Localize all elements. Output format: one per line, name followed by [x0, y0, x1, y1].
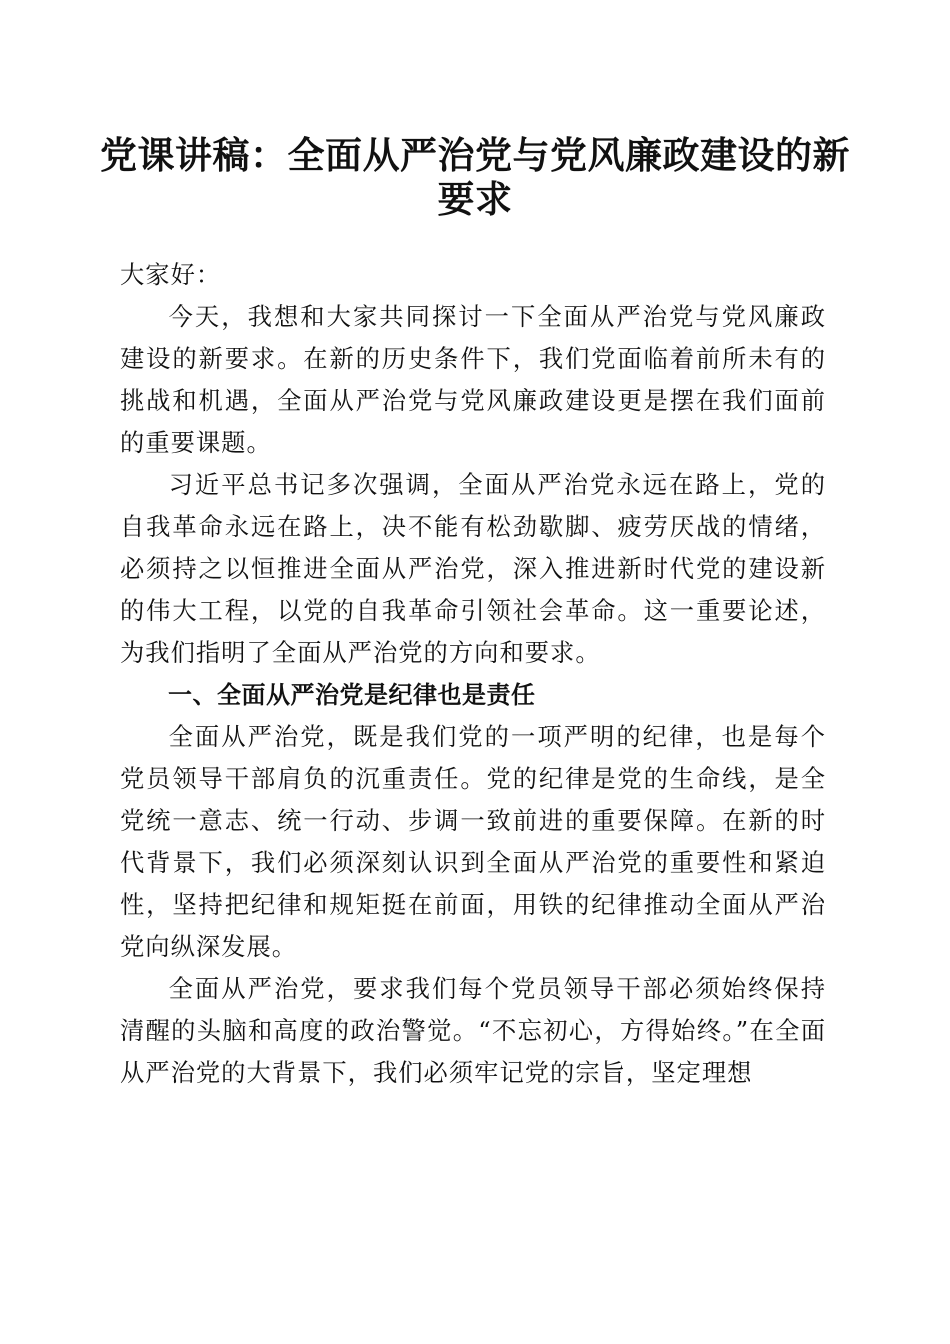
paragraph-quote: 习近平总书记多次强调，全面从严治党永远在路上，党的自我革命永远在路上，决不能有松劲歇脚、疲劳厌战的情绪，必须持之以恒推进全面从严治党，深入推进新时代党的建设新的伟大工程，以党的自我革命引领社会革命。这一重要论述，为我们指明了全面从严治党的方向和要求。: [120, 470, 826, 667]
paragraph-intro: 今天，我想和大家共同探讨一下全面从严治党与党风廉政建设的新要求。在新的历史条件下，我们党面临着前所未有的挑战和机遇，全面从严治党与党风廉政建设更是摆在我们面前的重要课题。: [120, 302, 826, 457]
section-heading-1: 一、全面从严治党是纪律也是责任: [168, 681, 536, 709]
greeting: 大家好：: [120, 260, 222, 289]
section-1-paragraph: 全面从严治党，要求我们每个党员领导干部必须始终保持清醒的头脑和高度的政治警觉。“不忘初心，方得始终。”在全面从严治党的大背景下，我们必须牢记党的宗旨，坚定理想: [120, 974, 826, 1087]
section-1-paragraph: 全面从严治党，既是我们党的一项严明的纪律，也是每个党员领导干部肩负的沉重责任。党的纪律是党的生命线，是全党统一意志、统一行动、步调一致前进的重要保障。在新的时代背景下，我们必须深刻认识到全面从严治党的重要性和紧迫性，坚持把纪律和规矩挺在前面，用铁的纪律推动全面从严治党向纵深发展。: [120, 722, 826, 961]
document-body: [120, 254, 826, 1094]
document-title: 党课讲稿：全面从严治党与党风廉政建设的新要求: [100, 133, 850, 221]
